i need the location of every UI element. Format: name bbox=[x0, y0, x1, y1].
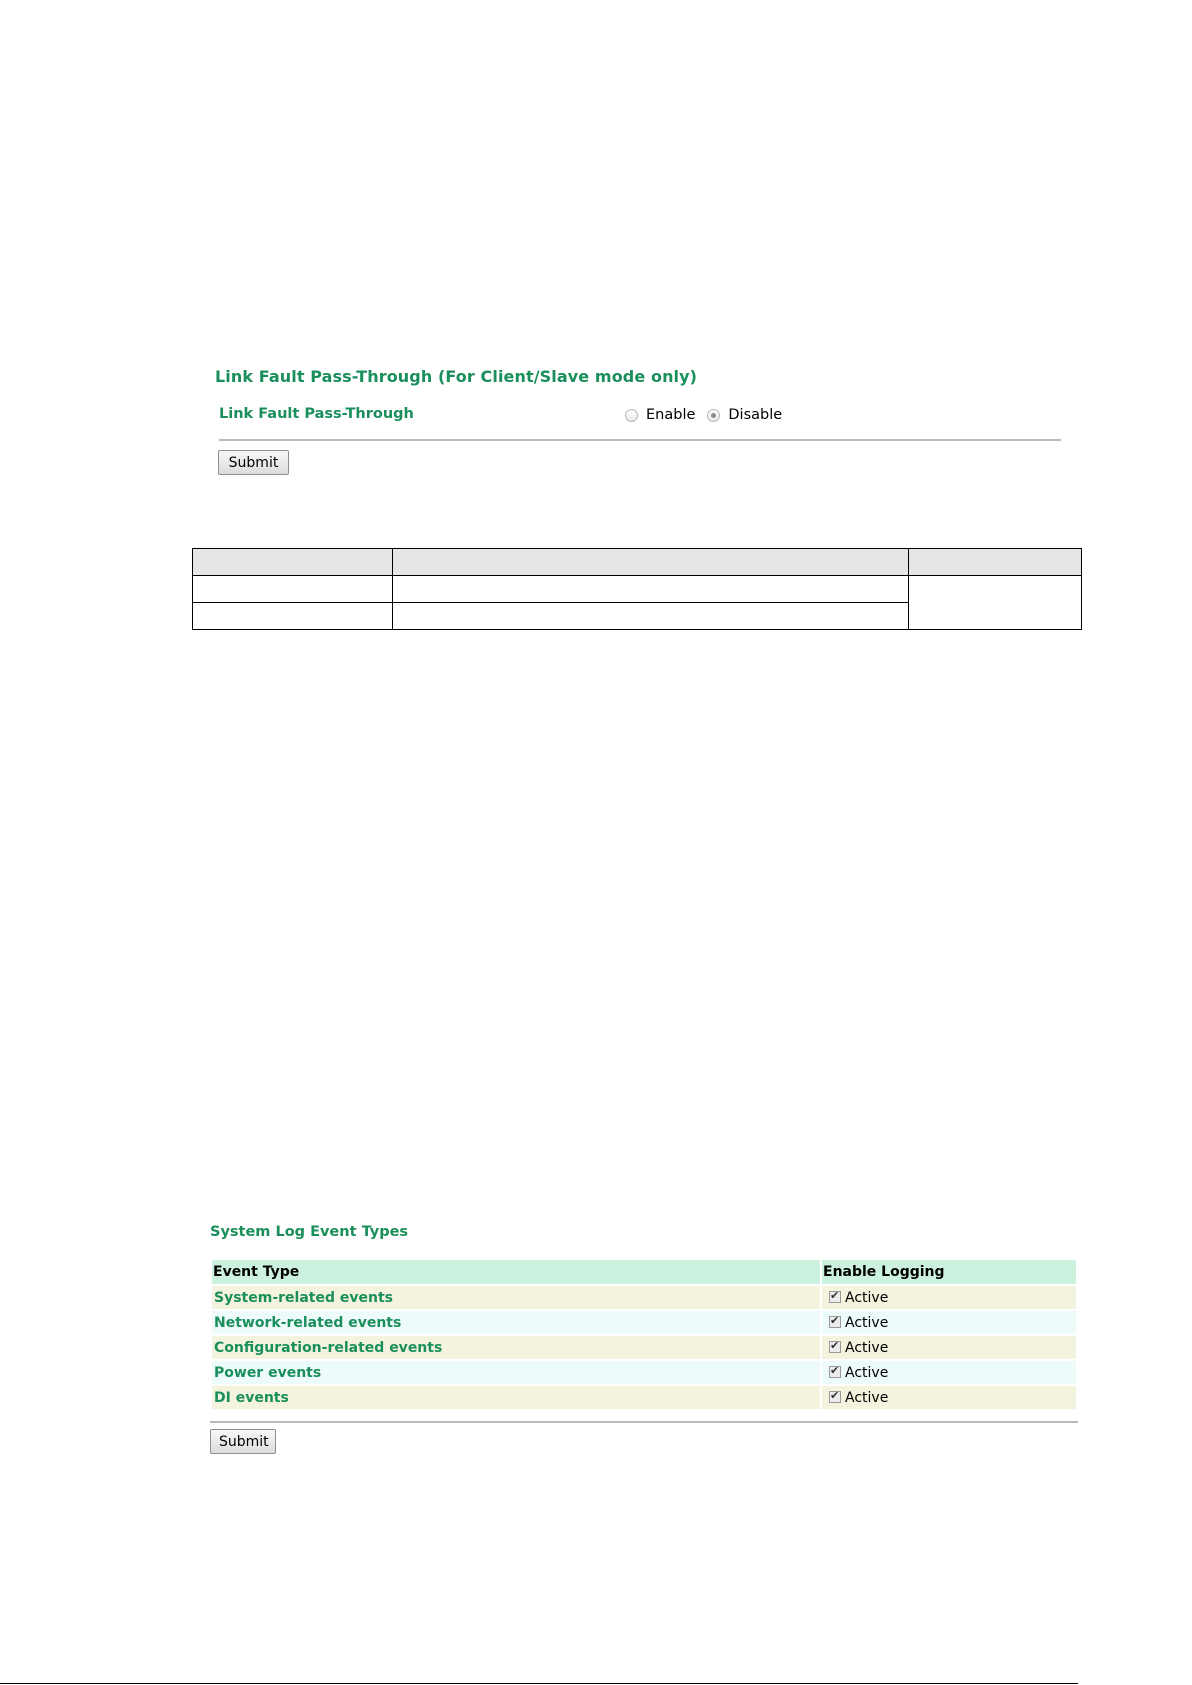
table-cell bbox=[393, 603, 909, 630]
link-fault-section-title: Link Fault Pass-Through (For Client/Slave mode only) bbox=[215, 367, 698, 386]
active-label[interactable]: Active bbox=[845, 1314, 889, 1331]
enable-logging-cell bbox=[822, 1286, 1076, 1309]
syslog-section-title: System Log Event Types bbox=[210, 1224, 409, 1240]
event-type-cell: System-related events bbox=[212, 1286, 820, 1309]
section-divider bbox=[210, 1421, 1078, 1423]
active-label[interactable]: Active bbox=[845, 1389, 889, 1406]
syslog-submit-button[interactable]: Submit bbox=[210, 1429, 276, 1454]
disable-radio-label[interactable]: Disable bbox=[728, 407, 783, 423]
enable-radio[interactable] bbox=[625, 409, 638, 422]
enable-logging-cell bbox=[822, 1311, 1076, 1334]
table-header-cell bbox=[393, 549, 909, 576]
event-type-cell: Power events bbox=[212, 1361, 820, 1384]
link-fault-radio-group bbox=[625, 407, 794, 423]
active-label[interactable]: Active bbox=[845, 1339, 889, 1356]
table-row bbox=[212, 1386, 1076, 1409]
active-checkbox[interactable] bbox=[829, 1316, 841, 1328]
link-fault-submit-button[interactable]: Submit bbox=[218, 450, 289, 475]
active-checkbox[interactable] bbox=[829, 1391, 841, 1403]
event-type-cell: Network-related events bbox=[212, 1311, 820, 1334]
syslog-event-table bbox=[210, 1258, 1078, 1411]
enable-logging-cell bbox=[822, 1361, 1076, 1384]
parameter-table bbox=[192, 548, 1082, 630]
table-row bbox=[212, 1336, 1076, 1359]
event-type-cell: DI events bbox=[212, 1386, 820, 1409]
table-header-row bbox=[193, 549, 1082, 576]
table-row bbox=[212, 1286, 1076, 1309]
table-row bbox=[193, 576, 1082, 603]
active-checkbox[interactable] bbox=[829, 1291, 841, 1303]
active-checkbox[interactable] bbox=[829, 1366, 841, 1378]
table-row bbox=[212, 1361, 1076, 1384]
active-label[interactable]: Active bbox=[845, 1289, 889, 1306]
active-checkbox[interactable] bbox=[829, 1341, 841, 1353]
table-header-cell bbox=[193, 549, 393, 576]
table-cell bbox=[909, 576, 1082, 630]
column-header-event-type: Event Type bbox=[212, 1260, 820, 1284]
page-footer-rule bbox=[0, 1683, 1078, 1684]
syslog-header-row bbox=[212, 1260, 1076, 1284]
section-divider bbox=[219, 439, 1061, 441]
active-label[interactable]: Active bbox=[845, 1364, 889, 1381]
table-header-cell bbox=[909, 549, 1082, 576]
enable-radio-label[interactable]: Enable bbox=[646, 407, 696, 423]
table-cell bbox=[193, 603, 393, 630]
table-cell bbox=[393, 576, 909, 603]
enable-logging-cell bbox=[822, 1386, 1076, 1409]
enable-logging-cell bbox=[822, 1336, 1076, 1359]
event-type-cell: Configuration-related events bbox=[212, 1336, 820, 1359]
table-row bbox=[212, 1311, 1076, 1334]
table-cell bbox=[193, 576, 393, 603]
link-fault-setting-label: Link Fault Pass-Through bbox=[219, 406, 414, 422]
disable-radio[interactable] bbox=[707, 409, 720, 422]
column-header-enable-logging: Enable Logging bbox=[822, 1260, 1076, 1284]
